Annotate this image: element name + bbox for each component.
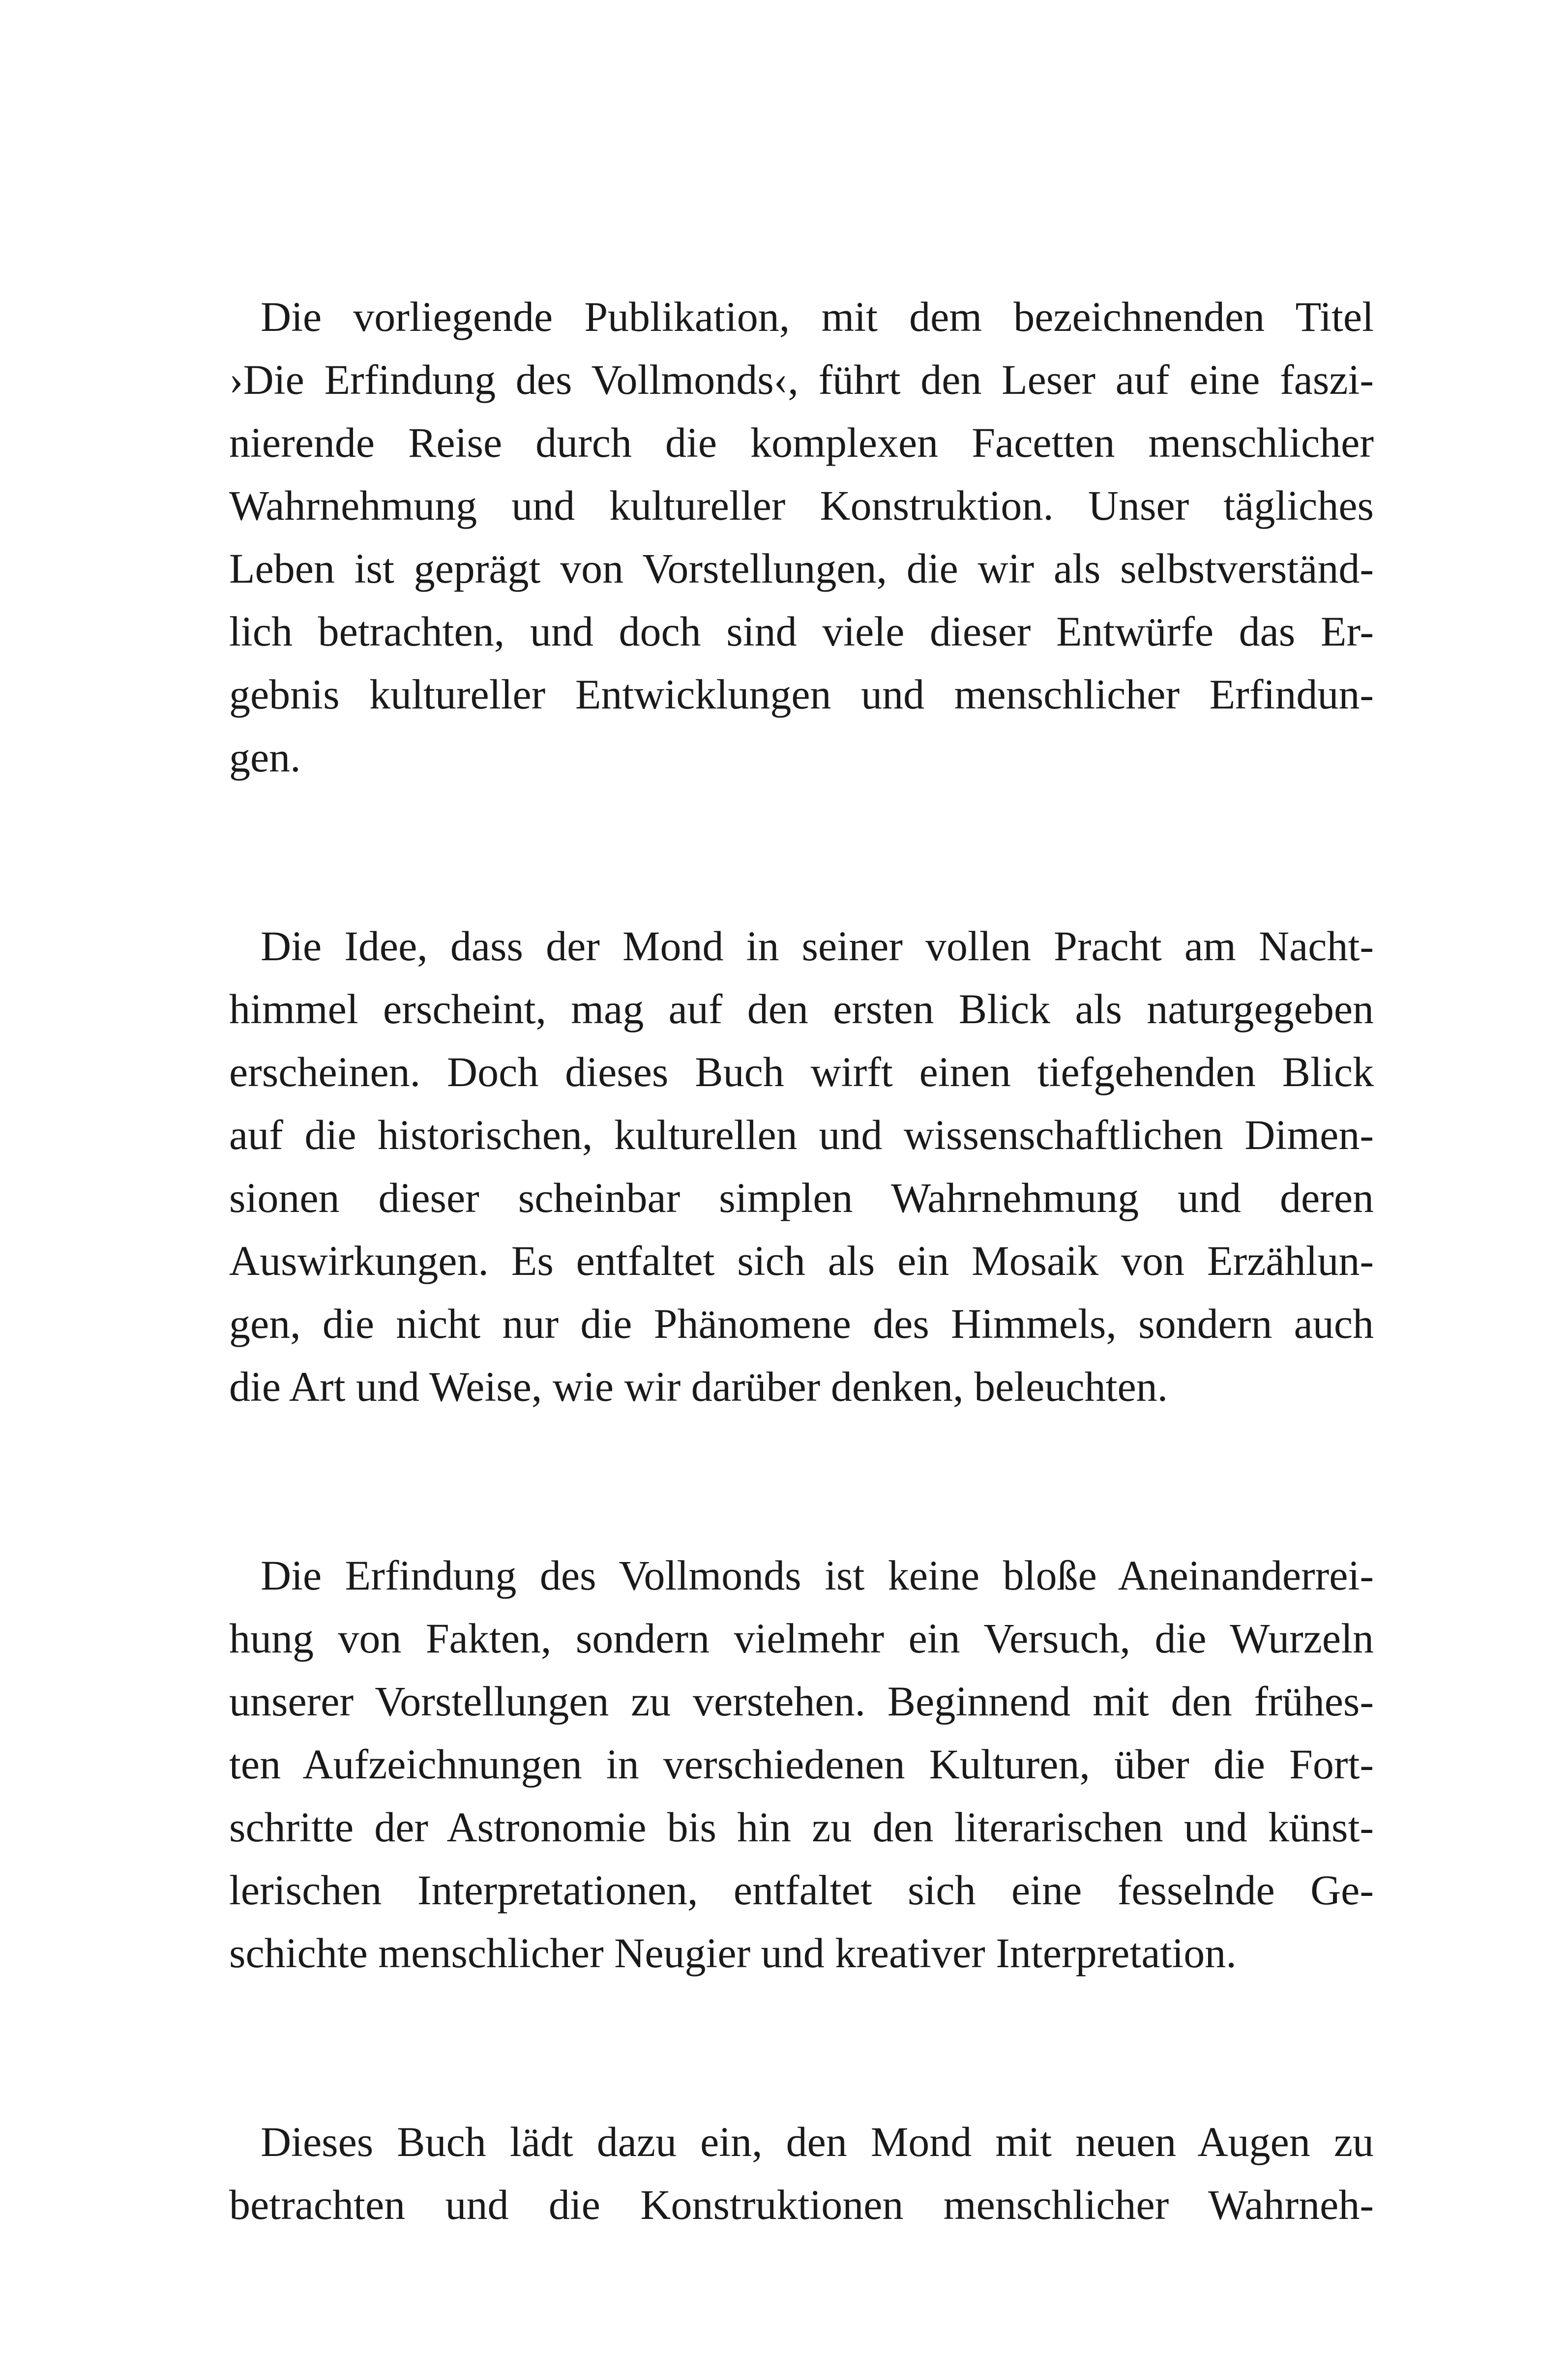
paragraph-1 [229, 285, 1374, 789]
text-line: Die vorliegende Publikation, mit dem bezeichnenden Titel [261, 293, 1374, 340]
text-line: nierende Reise durch die komplexen Facetten menschlicher [229, 419, 1374, 466]
text-line: schichte menschlicher Neugier und kreativer Interpretation. [229, 1929, 1237, 1977]
text-line: gebnis kultureller Entwicklungen und menschlicher Erfindun- [229, 671, 1374, 718]
paragraph-2 [229, 915, 1374, 1418]
text-line: Wahrnehmung und kultureller Konstruktion. Unser tägliches [229, 482, 1374, 529]
body-text [229, 285, 1374, 2362]
text-line: betrachten und die Konstruktionen menschlicher Wahrneh- [229, 2181, 1374, 2228]
text-line: Die Erfindung des Vollmonds ist keine bloße Aneinanderrei- [261, 1552, 1374, 1599]
text-line: gen. [229, 734, 301, 781]
text-line: himmel erscheint, mag auf den ersten Blick als naturgegeben [229, 985, 1374, 1033]
text-line: Dieses Buch lädt dazu ein, den Mond mit neuen Augen zu [261, 2118, 1374, 2165]
text-line: Leben ist geprägt von Vorstellungen, die wir als selbstverständ- [229, 545, 1374, 592]
text-line: die Art und Weise, wie wir darüber denken, beleuchten. [229, 1363, 1168, 1410]
paragraph-3 [229, 1544, 1374, 1984]
text-line: Auswirkungen. Es entfaltet sich als ein Mosaik von Erzählun- [229, 1237, 1374, 1284]
text-line: schritte der Astronomie bis hin zu den literarischen und künst- [229, 1803, 1374, 1851]
text-line: Die Idee, dass der Mond in seiner vollen Pracht am Nacht- [261, 922, 1374, 970]
text-line: ›Die Erfindung des Vollmonds‹, führt den Leser auf eine faszi- [229, 356, 1374, 403]
text-line: lich betrachten, und doch sind viele dieser Entwürfe das Er- [229, 608, 1374, 655]
text-line: auf die historischen, kulturellen und wissenschaftlichen Dimen- [229, 1111, 1374, 1158]
text-line: lerischen Interpretationen, entfaltet sich eine fesselnde Ge- [229, 1866, 1374, 1914]
text-line: ten Aufzeichnungen in verschiedenen Kulturen, über die Fort- [229, 1741, 1374, 1788]
text-line: gen, die nicht nur die Phänomene des Himmels, sondern auch [229, 1300, 1374, 1347]
text-line: sionen dieser scheinbar simplen Wahrnehmung und deren [229, 1174, 1374, 1221]
text-line: erscheinen. Doch dieses Buch wirft einen tiefgehenden Blick [229, 1048, 1374, 1095]
text-line: unserer Vorstellungen zu verstehen. Beginnend mit den frühes- [229, 1678, 1374, 1725]
paragraph-4 [229, 2110, 1374, 2236]
text-line: hung von Fakten, sondern vielmehr ein Versuch, die Wurzeln [229, 1615, 1374, 1662]
